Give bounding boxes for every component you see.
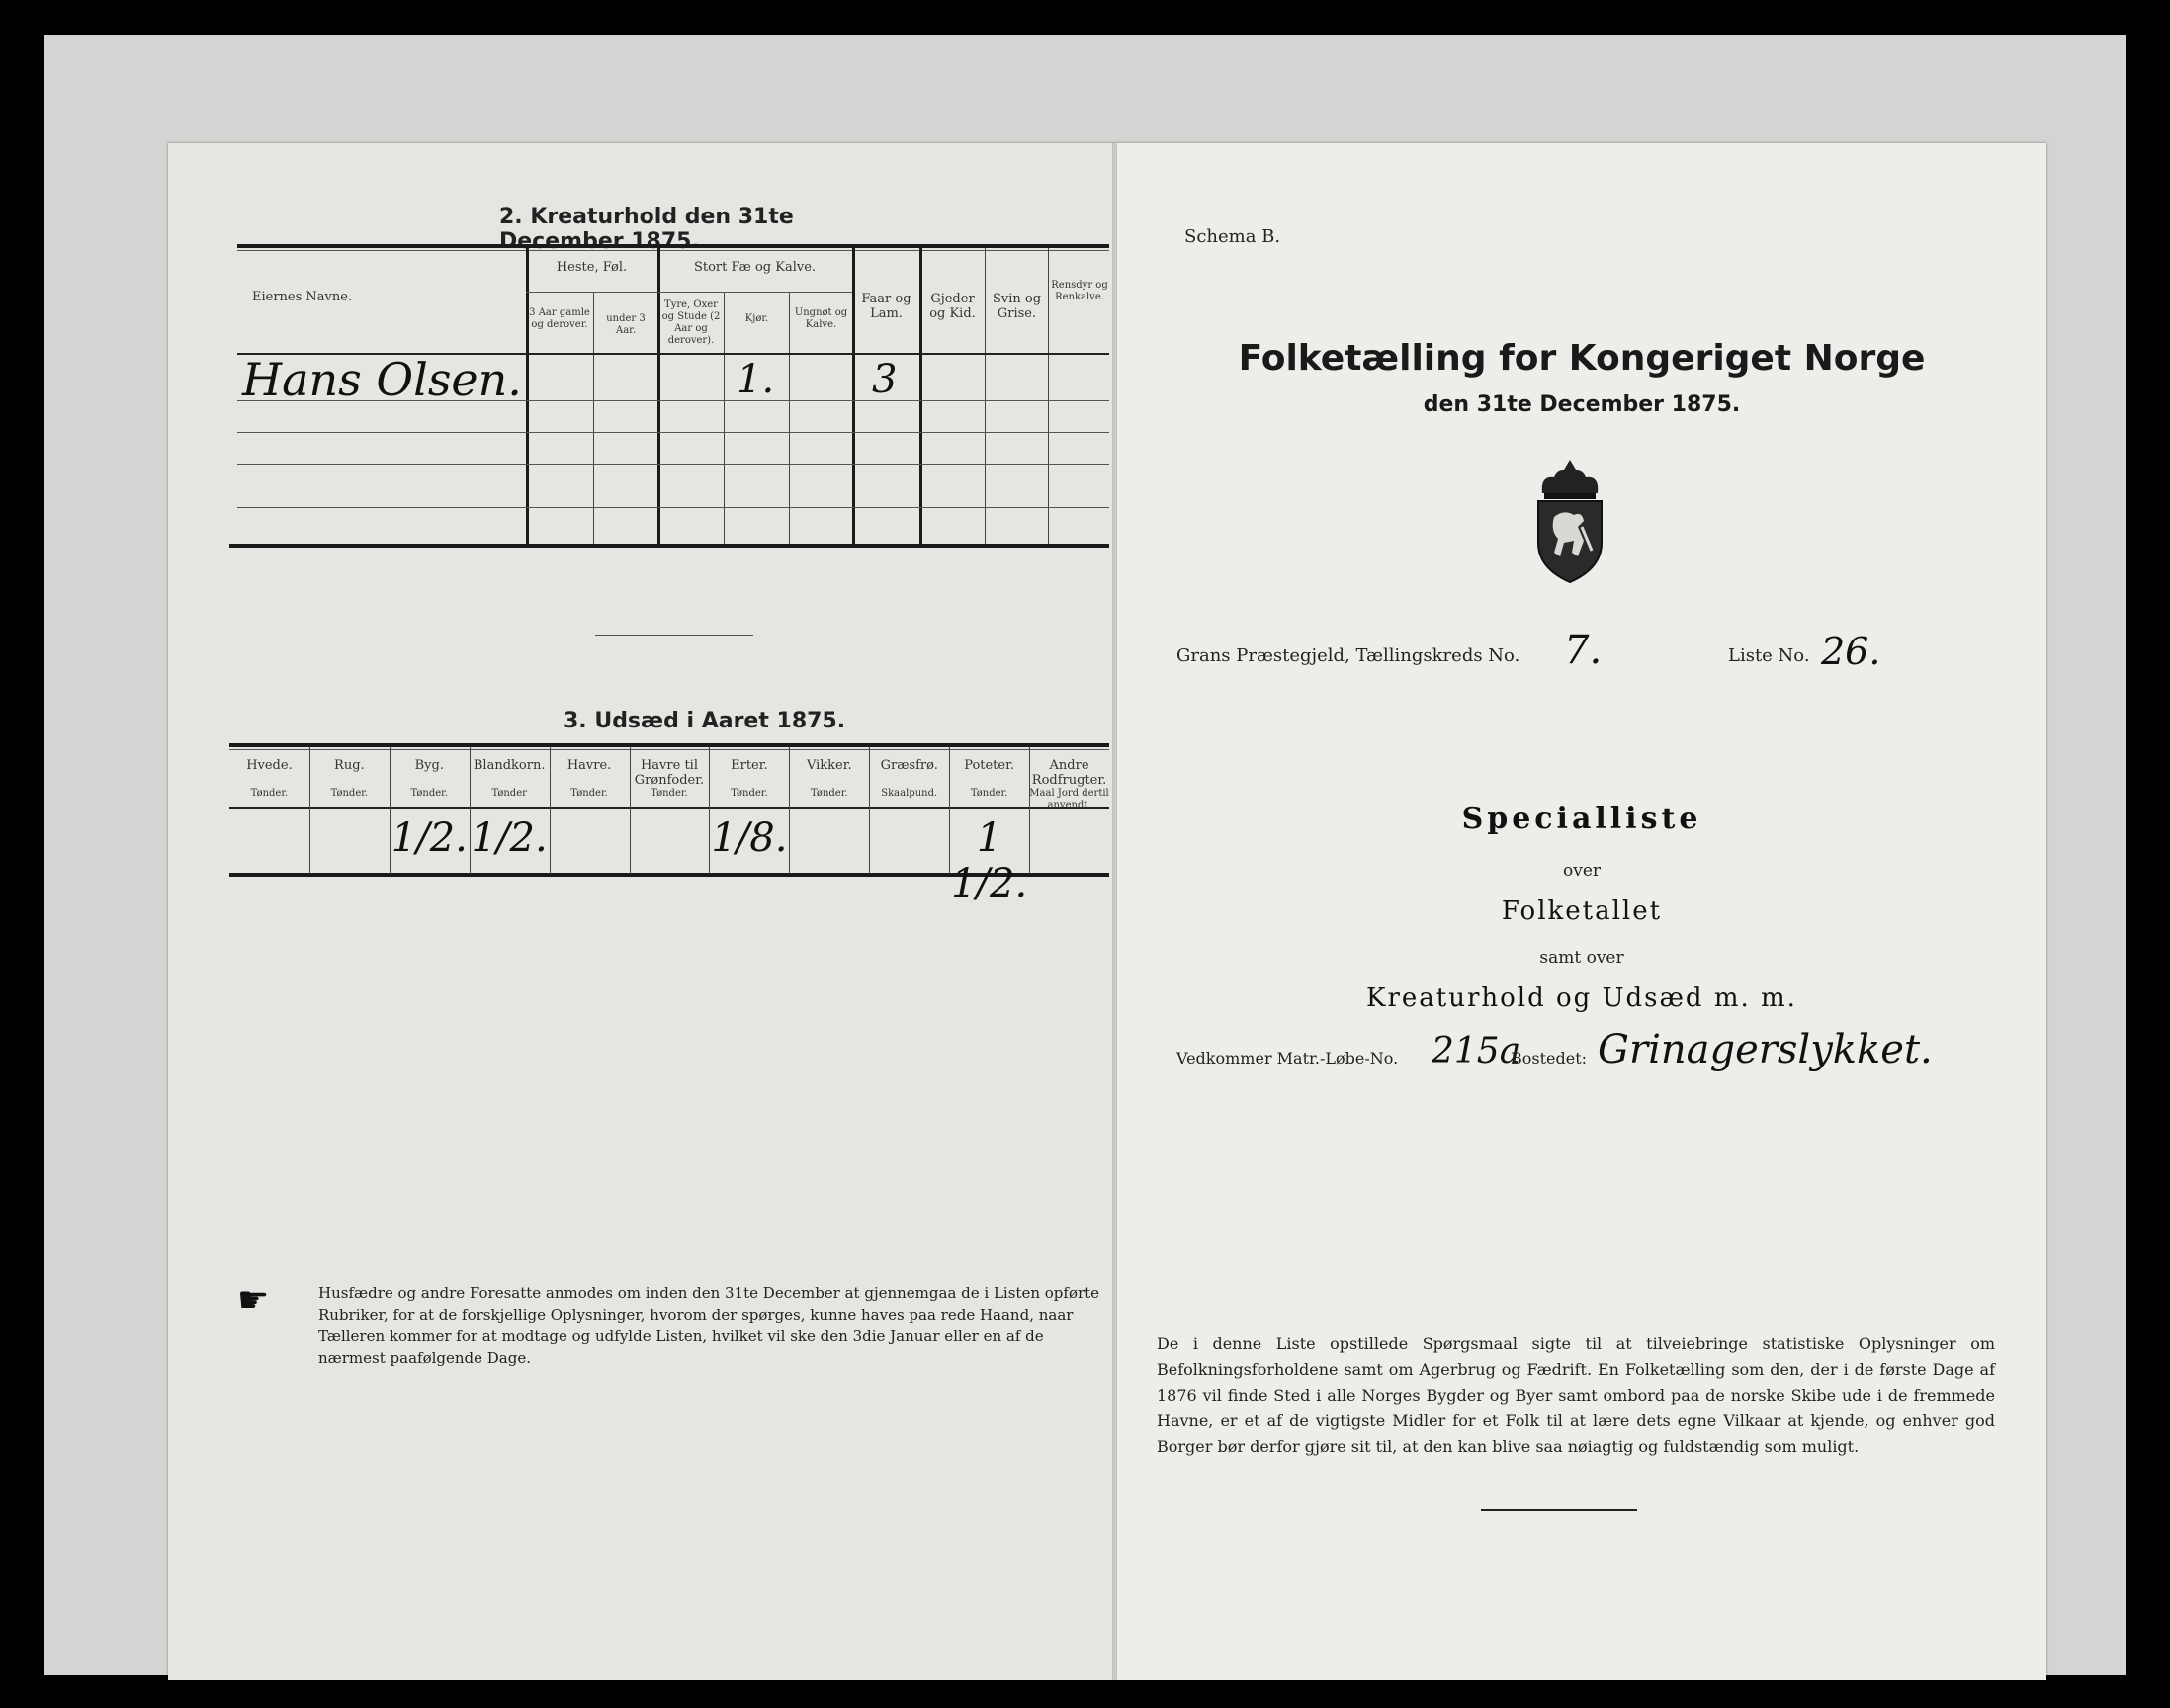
list-label: Liste No.: [1728, 645, 1810, 666]
seed-value-cell: 1/2.: [471, 815, 548, 861]
livestock-section-title: 2. Kreaturhold den 31te December 1875.: [499, 205, 794, 254]
seed-col-unit: Maal Jord dertil anvendt.: [1029, 788, 1109, 811]
seed-table-top-rule: [229, 743, 1109, 747]
intro-paragraph: De i denne Liste opstillede Spørgsmaal sigte til at tilveiebringe statistiske Oplysninger om Befolkningsforholdene samt om Agerbrug og Fædrift. En Folketælling som den, der i de første Dage af 1876 vil finde Sted i alle Norges Bygder og Byer samt ombord paa de norske Skibe ude i de fremmede Havne, er et af de vigtigste Midler for et Folk til at lære dets egne Vilkaar at kjende, og enhver god Borger bør derfor gjøre sit til, at den kan blive saa nøiagtig og fuldstændig som muligt.: [1157, 1334, 1995, 1456]
seed-value-cell: 1/8.: [711, 815, 788, 861]
pointing-hand-icon: ☛: [237, 1280, 270, 1321]
col-horses-a-header: 3 Aar gamle og derover.: [529, 307, 590, 330]
seed-value-cell: 1 1/2.: [951, 815, 1028, 906]
seed-col-header: Byg.: [414, 758, 444, 773]
col-pigs-header: Svin og Grise.: [992, 292, 1042, 321]
folketallet-heading: Folketallet: [1501, 897, 1663, 926]
seed-col-unit: Tønder.: [410, 788, 449, 799]
left-page: [168, 143, 1117, 1680]
page-date: den 31te December 1875.: [1423, 392, 1741, 417]
district-number: 7.: [1564, 628, 1603, 673]
col-owner-header: Eiernes Navne.: [252, 290, 353, 304]
list-number: 26.: [1821, 630, 1881, 673]
bosted-handwritten: Grinagerslykket.: [1598, 1027, 1933, 1072]
right-page: [1117, 143, 2046, 1680]
col-reindeer-header: Rensdyr og Renkalve.: [1051, 280, 1108, 302]
col-cattle-header: Stort Fæ og Kalve.: [693, 260, 817, 275]
matr-number: 215a: [1432, 1031, 1521, 1071]
seed-col-header: Blandkorn.: [473, 758, 546, 773]
cows-value: 1.: [737, 357, 775, 402]
sheep-value: 3: [872, 357, 898, 402]
seed-col-header: Vikker.: [806, 758, 852, 773]
seed-col-header: Erter.: [731, 758, 768, 773]
page-title: Folketælling for Kongeriget Norge: [1238, 338, 1926, 379]
closing-rule: [1481, 1509, 1637, 1511]
seed-value-cell: 1/2.: [391, 815, 468, 861]
seed-col-unit: Tønder: [491, 788, 527, 799]
col-cattle-a-header: Tyre, Oxer og Stude (2 Aar og derover).: [661, 299, 721, 346]
seed-col-header: Rug.: [334, 758, 365, 773]
seed-col-unit: Tønder.: [651, 788, 688, 799]
seed-col-unit: Tønder.: [250, 788, 289, 799]
schema-label: Schema B.: [1184, 226, 1281, 247]
seed-col-unit: Tønder.: [330, 788, 369, 799]
col-goats-header: Gjeder og Kid.: [929, 292, 976, 321]
seed-col-header: Poteter.: [964, 758, 1015, 773]
seed-col-header: Hvede.: [246, 758, 293, 773]
specialliste-heading: Specialliste: [1461, 802, 1702, 836]
seed-col-unit: Tønder.: [570, 788, 608, 799]
col-cattle-c-header: Ungnøt og Kalve.: [794, 307, 848, 330]
samt-over-text: samt over: [1539, 948, 1624, 968]
bosted-label: Bostedet:: [1511, 1049, 1588, 1068]
livestock-table-top-rule: [237, 244, 1109, 248]
col-horses-header: Heste, Føl.: [556, 260, 628, 275]
coat-of-arms-icon: [1520, 458, 1619, 586]
seed-col-unit: Tønder.: [811, 788, 848, 799]
seed-col-header: Havre.: [566, 758, 612, 773]
seed-col-unit: Skaalpund.: [881, 788, 938, 799]
seed-col-header: Græsfrø.: [880, 758, 938, 773]
livestock-table-bottom-rule: [229, 544, 1109, 548]
col-cattle-b-header: Kjør.: [744, 313, 769, 324]
matr-label: Vedkommer Matr.-Løbe-No.: [1176, 1049, 1399, 1068]
section-divider: [595, 635, 753, 636]
seed-col-header: Andre Rodfrugter.: [1031, 758, 1107, 788]
parish-label: Grans Præstegjeld, Tællingskreds No.: [1176, 645, 1520, 666]
col-horses-b-header: under 3 Aar.: [606, 313, 646, 336]
seed-section-title: 3. Udsæd i Aaret 1875.: [564, 709, 846, 733]
owner-name-handwritten: Hans Olsen.: [242, 353, 522, 406]
seed-col-header: Havre til Grønfoder.: [634, 758, 705, 788]
notice-text: Husfædre og andre Foresatte anmodes om inden den 31te December at gjennemgaa de i Listen opførte Rubriker, for at de forskjellige Oplysninger, hvorom der spørges, kunne haves paa rede Haand, naar Tælleren kommer for at modtage og udfylde Listen, hvilket vil ske den 3die Januar eller en af de nærmest paafølgende Dage.: [318, 1284, 1100, 1367]
seed-col-unit: Tønder.: [731, 788, 768, 799]
kreaturhold-heading: Kreaturhold og Udsæd m. m.: [1366, 983, 1797, 1013]
col-sheep-header: Faar og Lam.: [861, 292, 911, 321]
seed-col-unit: Tønder.: [970, 788, 1008, 799]
over-text: over: [1562, 861, 1602, 881]
